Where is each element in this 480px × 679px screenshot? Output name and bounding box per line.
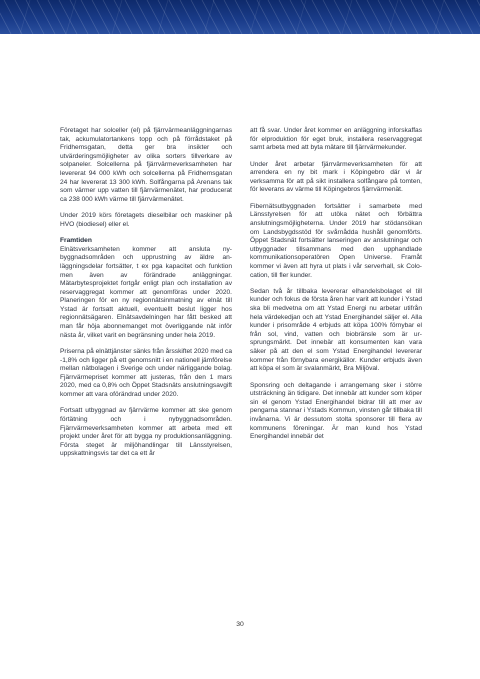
header-pattern-line [342,0,352,34]
left-column [60,127,232,467]
header-pattern-line [312,0,330,34]
header-pattern-line [257,0,275,34]
page-number: 30 [236,621,244,628]
header-pattern-line [345,0,363,34]
right-column [250,127,422,450]
header-pattern-line [125,0,143,34]
header-pattern-line [147,0,165,34]
header-pattern-line [70,0,88,34]
header-pattern-line [235,0,253,34]
header-pattern-line [301,0,319,34]
section-heading-framtiden: Framtiden [60,237,92,245]
header-pattern-line [169,0,187,34]
paragraph-diesel: Under 2019 körs företagets dieselbilar och maskiner på HVO (biodiesel) eller el. [60,212,232,228]
header-pattern-line [15,0,33,34]
header-pattern-line [191,0,209,34]
header-pattern-line [0,0,11,34]
header-pattern-line [411,0,429,34]
header-pattern-line [37,0,55,34]
header-pattern-line [279,0,297,34]
paragraph-elhandel: Sedan två år tillbaka levererar elhandelsbolaget el till kunder och fokus de första åren har varit att kunder i Ystad ska bli medvetna om att Ystad Energi nu arbetar utifrån hela värdekedjan och att Ystad Energihandel säljer el. Alla kunder i prisområde 4 erbjuds att köpa 100% förnybar el från sol, vind, vatten och biobränsle som är ursprungsmärkt. Det innebär att konsumenten kan vara säker på att den el som Ystad Energihandel levererar kommer från förnybara energikällor. Kunder erbjuds även att köpa el som är svalanmärkt, Bra Miljöval. [250,287,422,373]
header-pattern-line [204,0,214,34]
header-pattern-line [466,0,480,34]
header-pattern-line [268,0,286,34]
paragraph-fjarrvarme: Fortsatt utbyggnad av fjärrvärme kommer att ske genom förtätning och i nybyggnadsområden. Fjärrvärmeverksamheten kommer att arbeta med ett projekt under året för att bygga ny produktionsanläggning. Första steget är miljöhandlingar till Länsstyrelsen, uppskattningsvis tar det ca ett år [60,407,232,458]
header-pattern-line [202,0,220,34]
header-pattern [0,0,480,34]
header-pattern-line [158,0,176,34]
header-pattern-line [334,0,352,34]
paragraph-priser: Priserna på elnättjänster sänks från årsskiftet 2020 med ca -1,8% och ligger på ett genomsnitt i en nationell jämförelse mellan nätbolagen i Sverige och under närliggande bolag. Fjärrvärmepriset kommer att justeras, från den 1 mars 2020, med ca 0,8% och Öppet Stadsnäts anslutningsavgift kommer att vara oförändrad under 2020. [60,348,232,399]
header-pattern-line [48,0,66,34]
header-pattern-line [455,0,473,34]
paragraph-solar: Företaget har solceller (el) på fjärrvärmeanläggningarnas tak, ackumulatortankens topp och på förrådstaket på Fridhemsgatan, detta ger bra insikter och utvärderingsmöjligheter av olika sorters tillverkare av solpaneler. Solcellerna på fjärrvärmeverksamheten har levererat 94 000 kWh och solcellerna på Fridhemsgatan 24 har levererat 13 300 kWh. Solfångarna på Arenans tak som värmer upp vatten till fjärrvärmenätet, har producerat ca 238 000 kWh värme till fjärrvärmenätet. [60,127,232,203]
header-pattern-line [81,0,99,34]
header-pattern-line [422,0,440,34]
paragraph-anlaggning: att få svar. Under året kommer en anläggning inforskaffas för elproduktion för eget bruk, installera reservaggregat samt arbeta med att byta mätare till fjärrvärmekunder. [250,127,422,152]
header-pattern-line [323,0,341,34]
header-pattern-line [4,0,22,34]
paragraph-fibernat: Fibernätsutbyggnaden fortsätter i samarbete med Länsstyrelsen för att utöka nätet och förbättra anslutningsmöjligheterna. Under 2019 har stödansökan om Landsbygdsstöd för svårnådda hushåll genomförts. Öppet Stadsnät fortsätter lanseringen av anslutningar och utbyggnader tillsammans med den upphandlade kommunikationsoperatören Open Universe. Framåt kommer vi även att hyra ut plats i vår serverhall, sk Colocation, till fler kunder. [250,202,422,279]
paragraph-elnat: Elnätsverksamheten kommer att ansluta nybyggnadsområden och upprustning av äldre anläggningsdelar fortsätter, t ex pga kapacitet och funktion men även av förändrade anläggningar. Mätarbytesprojektet fortgår enligt plan och installation av reservaggregat kommer att genomföras under 2020. Planeringen för en ny regionnätsinmatning av elnät till Ystad är fortsatt aktuell, eventuellt beslut ligger hos regionnätsägaren. Elnätsavdelningen har fått besked att man får höja abonnemanget mot överliggande nät inför nästa år, vilket varit en begränsning under hela 2019. [60,245,232,339]
header-pattern-line [20,0,30,34]
header-pattern-line [296,0,306,34]
header-pattern-line [158,0,168,34]
header-pattern-line [444,0,462,34]
header-pattern-line [92,0,110,34]
header-pattern-line [213,0,231,34]
header-pattern-line [250,0,260,34]
header-pattern-line [103,0,121,34]
header-pattern-line [180,0,198,34]
header-pattern-line [400,0,418,34]
header-pattern-line [356,0,374,34]
header-pattern-line [224,0,242,34]
paragraph-kopingebro: Under året arbetar fjärrvärmeverksamheten för att arrendera en ny bit mark i Köpingebro där vi är verksamma för att på sikt installera solfångare på tomten, för leverans av värme till Köpingebros fjärrvärmenät. [250,160,422,194]
header-pattern-line [290,0,308,34]
paragraph-sponsring: Sponsring och deltagande i arrangemang sker i större utsträckning än tidigare. Det innebär att kunder som köper sin el genom Ystad Energihandel bidrar till att mer av pengarna stannar i Ystads Kommun, vinsten går tillbaka till invånarna. Vi är dessutom stolta sponsorer till flera av kommunens föreningar. Är man kund hos Ystad Energihandel innebär det [250,381,422,441]
header-pattern-line [367,0,385,34]
header-pattern-line [389,0,407,34]
header-band [0,0,480,34]
header-pattern-line [136,0,154,34]
